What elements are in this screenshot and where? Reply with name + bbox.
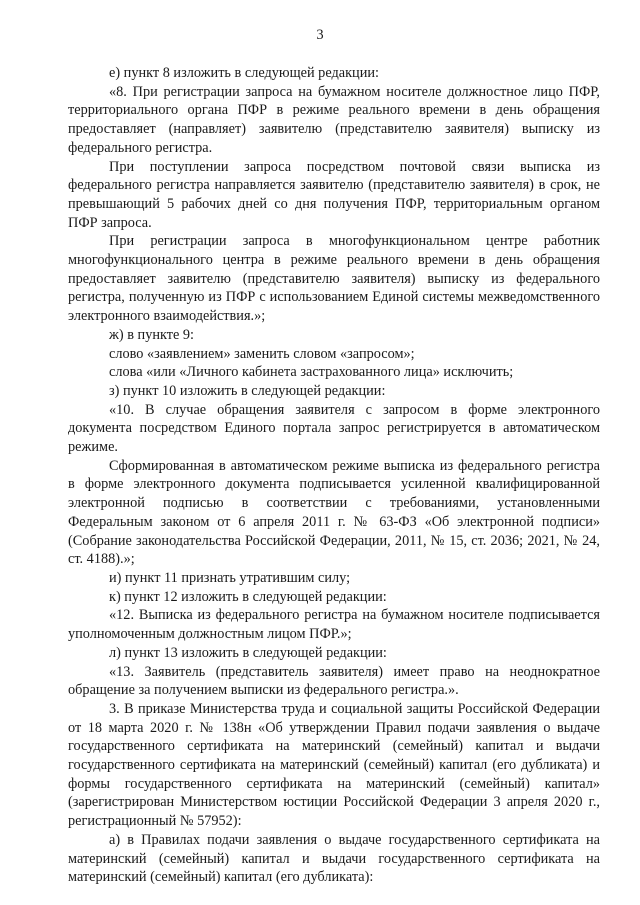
- paragraph-exclude-words: слова «или «Личного кабинета застрахованного лица» исключить;: [109, 364, 514, 381]
- paragraph-item-k: к) пункт 12 изложить в следующей редакции:: [109, 588, 387, 605]
- paragraph-clause-13: «13. Заявитель (представитель заявителя) имеет право на неоднократное обращение за получением выписки из федерального регистра.».: [68, 663, 600, 699]
- paragraph-item-a: а) в Правилах подачи заявления о выдаче государственного сертификата на материнский (семейный) капитал и выдачи государственного сертификата на материнский (семейный) капитал (его дубликата):: [68, 831, 600, 886]
- paragraph-mfc: При регистрации запроса в многофункциональном центре работник многофункционального центра в режиме реального времени в день обращения предоставляет заявителю (представителю заявителя) выписку из федерального регистра, полученную из ПФР с использованием Единой системы межведомственного электронного взаимодействия.»;: [68, 233, 600, 325]
- paragraph-clause-8: «8. При регистрации запроса на бумажном носителе должностное лицо ПФР, территориального органа ПФР в режиме реального времени в день обращения предоставляет (направляет) заявителю (представителю заявителя) выписку из федерального регистра.: [68, 83, 600, 156]
- page-number: 3: [316, 27, 324, 43]
- paragraph-item-e: е) пункт 8 изложить в следующей редакции:: [109, 65, 379, 81]
- document-body: [68, 64, 600, 887]
- paragraph-electronic-signature: Сформированная в автоматическом режиме выписка из федерального регистра в форме электронного документа подписывается усиленной квалифицированной электронной подписью в соответствии с требованиями, установленными Федеральным законом от 6 апреля 2011 г. № 63-ФЗ «Об электронной подписи» (Собрание законодательства Российской Федерации, 2011, № 15, ст. 2036; 2021, № 24, ст. 4188).»;: [68, 457, 600, 568]
- paragraph-item-i: и) пункт 11 признать утратившим силу;: [109, 569, 351, 586]
- paragraph-item-z: з) пункт 10 изложить в следующей редакции:: [109, 382, 386, 399]
- paragraph-clause-10: «10. В случае обращения заявителя с запросом в форме электронного документа посредством Единого портала запрос регистрируется в автоматическом режиме.: [68, 401, 600, 456]
- paragraph-clause-12: «12. Выписка из федерального регистра на бумажном носителе подписывается уполномоченным должностным лицом ПФР.»;: [68, 607, 600, 643]
- paragraph-section-3: 3. В приказе Министерства труда и социальной защиты Российской Федерации от 18 марта 2020 г. № 138н «Об утверждении Правил подачи заявления о выдаче государственного сертификата на материнский (семейный) капитал и выдачи государственного сертификата на материнский (семейный) капитал (его дубликата) и формы государственного сертификата на материнский (семейный) капитал» (зарегистрирован Министерством юстиции Российской Федерации 3 апреля 2020 г., регистрационный № 57952):: [68, 700, 600, 830]
- paragraph-replace-word: слово «заявлением» заменить словом «запросом»;: [109, 345, 415, 362]
- paragraph-item-l: л) пункт 13 изложить в следующей редакции:: [109, 644, 387, 661]
- paragraph-item-zh: ж) в пункте 9:: [109, 326, 195, 343]
- paragraph-postal: При поступлении запроса посредством почтовой связи выписка из федерального регистра направляется заявителю (представителю заявителя) в срок, не превышающий 5 рабочих дней со дня получения ПФР, территориальным органом ПФР запроса.: [68, 158, 600, 231]
